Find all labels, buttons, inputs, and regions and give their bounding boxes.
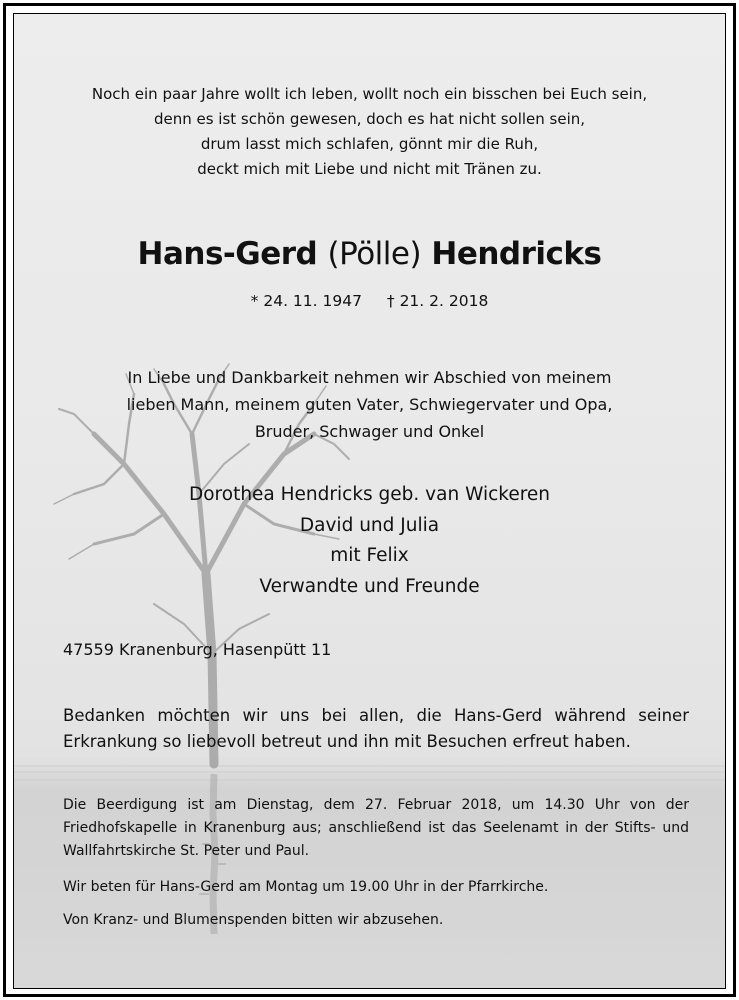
farewell-intro	[44, 364, 695, 445]
notice-content	[14, 14, 725, 988]
intro-line: lieben Mann, meinem guten Vater, Schwiegervater und Opa,	[126, 395, 613, 414]
burial-paragraph: Die Beerdigung ist am Dienstag, dem 27. Februar 2018, um 14.30 Uhr von der Friedhofskapelle in Kranenburg aus; anschließend ist das Seelenamt in der Stifts- und Wallfahrtskirche St. Peter und Paul.	[63, 797, 689, 859]
intro-line: In Liebe und Dankbarkeit nehmen wir Abschied von meinem	[127, 368, 612, 387]
nickname: (Pölle)	[327, 236, 422, 272]
mourner-line: David und Julia	[299, 514, 440, 536]
last-name: Hendricks	[431, 236, 602, 272]
first-name: Hans-Gerd	[137, 236, 318, 272]
poem-line: denn es ist schön gewesen, doch es hat nicht sollen sein,	[153, 110, 586, 128]
address: 47559 Kranenburg, Hasenpütt 11	[63, 640, 332, 659]
prayer-paragraph: Wir beten für Hans-Gerd am Montag um 19.00 Uhr in der Pfarrkirche.	[63, 879, 549, 895]
poem	[34, 82, 705, 182]
intro-line: Bruder, Schwager und Onkel	[254, 422, 485, 441]
poem-line: deckt mich mit Liebe und nicht mit Tränen zu.	[197, 160, 542, 178]
notice-outer-frame	[3, 3, 736, 997]
poem-line: drum lasst mich schlafen, gönnt mir die Ruh,	[200, 135, 539, 153]
mourners-list	[44, 480, 695, 602]
death-date: † 21. 2. 2018	[386, 292, 489, 310]
mourner-line: mit Felix	[330, 545, 409, 566]
mourner-line: Dorothea Hendricks geb. van Wickeren	[188, 484, 551, 505]
notice-inner-frame	[13, 13, 726, 989]
birth-date: * 24. 11. 1947	[250, 292, 362, 310]
life-dates	[14, 292, 725, 310]
poem-line: Noch ein paar Jahre wollt ich leben, wollt noch ein bisschen bei Euch sein,	[91, 85, 648, 103]
flowers-paragraph: Von Kranz- und Blumenspenden bitten wir abzusehen.	[63, 912, 444, 928]
deceased-name	[14, 236, 725, 272]
mourner-line: Verwandte und Freunde	[259, 575, 480, 597]
thanks-paragraph: Bedanken möchten wir uns bei allen, die Hans-Gerd während seiner Erkrankung so liebevoll betreut und ihn mit Besuchen erfreut haben.	[63, 706, 689, 751]
